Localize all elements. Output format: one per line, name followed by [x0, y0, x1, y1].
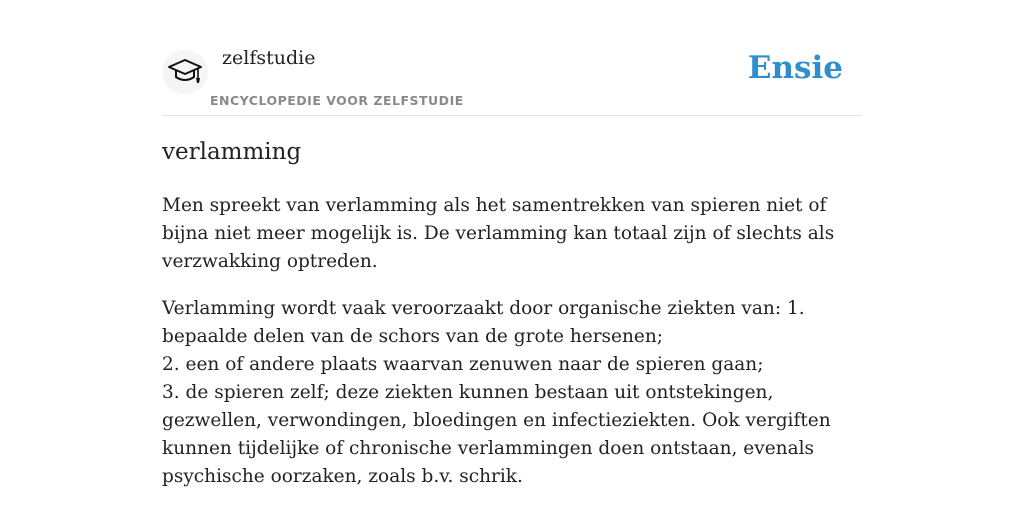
article-paragraph: Men spreekt van verlamming als het samentrekken van spieren niet of bijna niet meer mogelijk is. De verlamming kan totaal zijn of slechts als verzwakking optreden. [162, 195, 835, 272]
site-header [162, 30, 862, 116]
graduation-cap-icon[interactable] [162, 50, 208, 94]
ensie-logo[interactable]: Ensie [747, 50, 843, 86]
article-paragraph: Verlamming wordt vaak veroorzaakt door organische ziekten van: 1. bepaalde delen van de schors van de grote hersenen; 2. een of andere plaats waarvan zenuwen naar de spieren gaan; 3. de spieren zelf; deze ziekten kunnen bestaan uit ontstekingen, gezwellen, verwondingen, bloedingen en infectieziekten. Ook vergiften kunnen tijdelijke of chronische verlammingen doen ontstaan, evenals psychische oorzaken, zoals b.v. schrik. [162, 298, 831, 487]
page-title: verlamming [162, 139, 302, 165]
article-body [162, 192, 867, 510]
site-tagline: ENCYCLOPEDIE VOOR ZELFSTUDIE [210, 93, 464, 108]
site-name[interactable]: zelfstudie [222, 47, 316, 69]
